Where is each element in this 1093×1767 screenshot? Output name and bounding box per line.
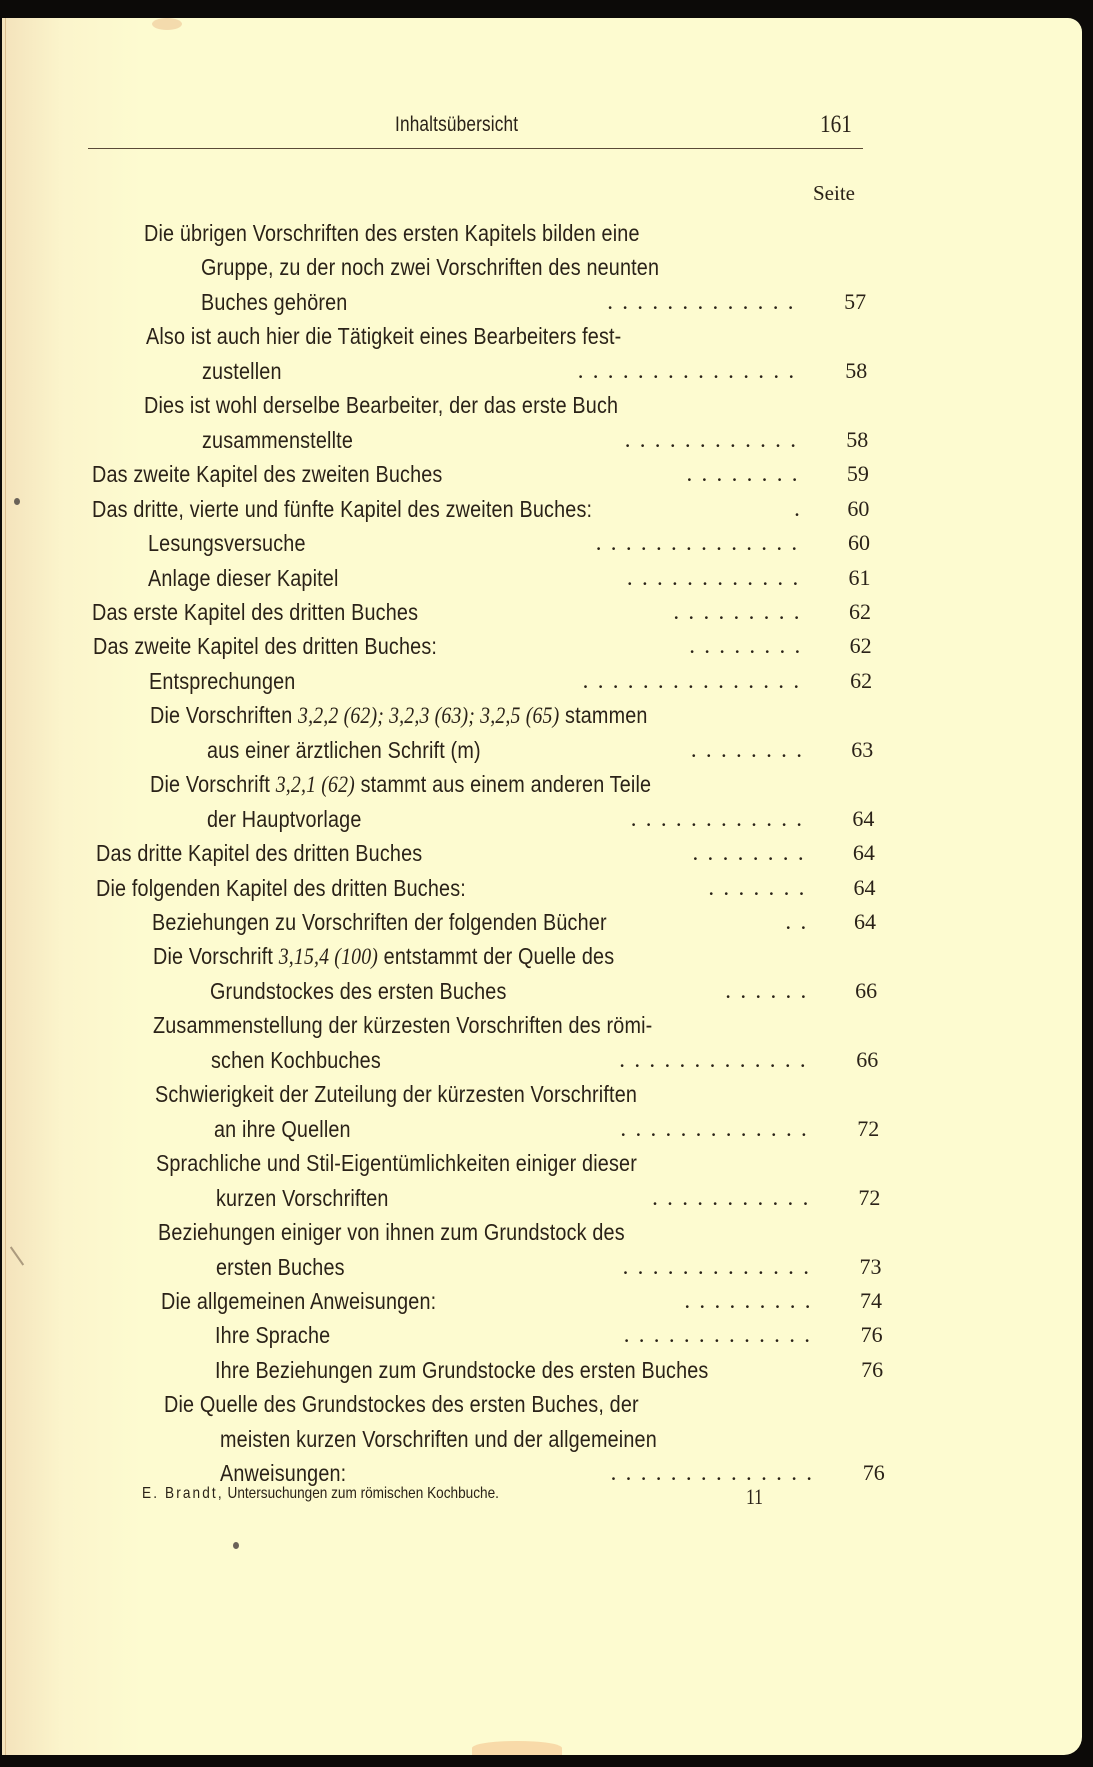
toc-entry-text: Die Vorschriften 3,2,2 (62); 3,2,3 (63); 3,2,5 (65) stammen xyxy=(150,702,648,729)
toc-entry-tail: entstammt der Quelle des xyxy=(378,943,615,970)
toc-entry-text: Also ist auch hier die Tätigkeit eines Bearbeiters fest- xyxy=(146,323,622,350)
toc-entry-text: Die folgenden Kapitel des dritten Buches: xyxy=(96,874,466,901)
toc-page-number: 76 xyxy=(862,1460,885,1486)
toc-entry-tail: stammt aus einem anderen Teile xyxy=(354,771,652,798)
toc-entry-text: Gruppe, zu der noch zwei Vorschriften des neunten xyxy=(201,254,660,281)
toc-entry-text: Anweisungen: xyxy=(220,1460,347,1487)
running-head xyxy=(0,113,1093,143)
running-head-title: Inhaltsübersicht xyxy=(395,113,519,136)
recipe-reference: 3,2,2 (62); 3,2,3 (63); 3,2,5 (65) xyxy=(298,703,560,729)
header-rule xyxy=(88,148,863,149)
signature-mark: 11 xyxy=(746,1484,763,1509)
toc-entry-text: Anlage dieser Kapitel xyxy=(148,564,339,591)
toc-entry-text: Beziehungen einiger von ihnen zum Grundstock des xyxy=(158,1219,625,1246)
toc-entry-text: schen Kochbuches xyxy=(211,1046,381,1073)
dot-leader: ............ xyxy=(630,805,812,831)
toc-entry-text: Ihre Sprache xyxy=(215,1322,331,1349)
toc-entry-text: Das erste Kapitel des dritten Buches xyxy=(92,598,419,625)
toc-page-number: 66 xyxy=(855,977,878,1003)
dot-leader: ............. xyxy=(620,1115,817,1141)
page-edge xyxy=(5,18,6,1755)
toc-page-number: 73 xyxy=(859,1253,882,1279)
toc-entry-text: Die übrigen Vorschriften des ersten Kapitels bilden eine xyxy=(144,220,640,246)
dot-leader: .............. xyxy=(610,1460,822,1486)
toc-entry-text: Das dritte, vierte und fünfte Kapitel des zweiten Buches: xyxy=(92,495,593,522)
dot-leader: ............ xyxy=(624,426,806,452)
toc-page-number: 74 xyxy=(860,1287,883,1313)
dot-leader: ............. xyxy=(623,1322,820,1348)
page-footer xyxy=(142,1485,499,1503)
toc-entry-text: meisten kurzen Vorschriften und der allgemeinen xyxy=(220,1425,657,1452)
recipe-reference: 3,2,1 (62) xyxy=(275,772,355,798)
paper-stain xyxy=(472,1741,562,1755)
footer-title: Untersuchungen zum römischen Kochbuche. xyxy=(227,1485,499,1502)
toc-page-number: 60 xyxy=(847,495,870,521)
dot-leader: ............. xyxy=(607,288,803,314)
toc-entry-text: Lesungsversuche xyxy=(148,530,306,557)
toc-entry-text: Das zweite Kapitel des dritten Buches: xyxy=(93,633,438,660)
toc-page-number: 76 xyxy=(861,1356,884,1382)
toc-entry-text: Das dritte Kapitel des dritten Buches xyxy=(96,840,423,867)
toc-entry-text: Buches gehören xyxy=(201,288,348,315)
toc-entry-text: zusammenstellte xyxy=(202,426,353,453)
toc-page-number: 63 xyxy=(851,736,874,762)
toc-entry-text: aus einer ärztlichen Schrift (m) xyxy=(207,736,481,763)
toc-entry-text: Schwierigkeit der Zuteilung der kürzesten Vorschriften xyxy=(155,1081,638,1108)
toc-page-number: 72 xyxy=(857,1115,880,1141)
dot-leader: ........ xyxy=(690,736,812,762)
toc-page-number: 59 xyxy=(846,461,869,487)
toc-page-number: 57 xyxy=(844,288,867,314)
dot-leader: ......... xyxy=(684,1287,820,1313)
dot-leader: ......... xyxy=(673,598,809,624)
toc-entry-text: der Hauptvorlage xyxy=(207,805,362,832)
toc-page-number: 72 xyxy=(858,1184,881,1210)
toc-page-number: 58 xyxy=(845,357,868,383)
toc-entry-text: kurzen Vorschriften xyxy=(216,1184,389,1211)
toc-page-number: 64 xyxy=(854,909,876,934)
toc-entry-text: Die Vorschrift 3,2,1 (62) stammt aus einem anderen Teile xyxy=(150,771,652,798)
ink-spot xyxy=(233,1542,239,1549)
dot-leader: ............ xyxy=(626,564,808,590)
dot-leader: ............. xyxy=(619,1046,815,1072)
toc-page-number: 60 xyxy=(847,530,870,556)
toc-page-number: 62 xyxy=(850,667,873,693)
toc-page-number: 64 xyxy=(852,840,875,866)
toc-entry-text: an ihre Quellen xyxy=(214,1115,351,1142)
toc-page-number: 62 xyxy=(849,633,872,659)
toc-page-number: 64 xyxy=(852,805,875,831)
dot-leader: .. xyxy=(785,909,816,934)
dot-leader: ....... xyxy=(708,874,814,900)
toc-entry-text: Die Vorschrift 3,15,4 (100) entstammt der Quelle des xyxy=(153,943,615,970)
toc-entry-text: Sprachliche und Stil-Eigentümlichkeiten einiger dieser xyxy=(156,1150,637,1177)
ink-spot xyxy=(14,498,20,505)
dot-leader: ........ xyxy=(692,840,813,866)
dot-leader: .............. xyxy=(595,530,807,556)
page-number: 161 xyxy=(820,111,852,138)
dot-leader: ............. xyxy=(622,1253,819,1279)
toc-entry-text: zustellen xyxy=(202,357,282,384)
toc-page-number: 64 xyxy=(853,874,876,900)
dot-leader: . xyxy=(794,495,810,521)
toc-entry-text: ersten Buches xyxy=(216,1253,345,1280)
dot-leader: ........... xyxy=(652,1184,818,1210)
toc-entry-text: Die Quelle des Grundstockes des ersten Buches, der xyxy=(164,1391,639,1418)
toc-page-number: 62 xyxy=(849,598,872,624)
toc-page-number: 66 xyxy=(856,1046,879,1072)
toc-page-number: 58 xyxy=(846,426,869,452)
paper-stain xyxy=(152,18,182,30)
dot-leader: ............... xyxy=(577,357,804,383)
dot-leader: ........ xyxy=(689,633,810,659)
toc-page-number: 76 xyxy=(860,1322,883,1348)
dot-leader: ............... xyxy=(582,667,809,693)
toc-page-number: 61 xyxy=(848,564,871,590)
toc-entry-text: Entsprechungen xyxy=(149,667,296,694)
toc-entry-text: Ihre Beziehungen zum Grundstocke des ersten Buches xyxy=(215,1356,709,1383)
toc-entry-text: Beziehungen zu Vorschriften der folgenden Bücher xyxy=(152,909,607,935)
toc-entry-text: Das zweite Kapitel des zweiten Buches xyxy=(92,461,443,488)
toc-entry-text: Zusammenstellung der kürzesten Vorschriften des römi- xyxy=(153,1012,653,1039)
dot-leader: ........ xyxy=(686,461,807,487)
toc-entry-text: Dies ist wohl derselbe Bearbeiter, der das erste Buch xyxy=(144,392,619,419)
toc-entry-text: Die allgemeinen Anweisungen: xyxy=(161,1287,437,1314)
toc-entry-tail: stammen xyxy=(559,702,648,729)
dot-leader: ...... xyxy=(725,977,816,1003)
recipe-reference: 3,15,4 (100) xyxy=(278,944,379,970)
column-label: Seite xyxy=(813,181,855,205)
toc-entry-text: Grundstockes des ersten Buches xyxy=(210,977,507,1004)
footer-author: E. Brandt, xyxy=(142,1485,224,1502)
